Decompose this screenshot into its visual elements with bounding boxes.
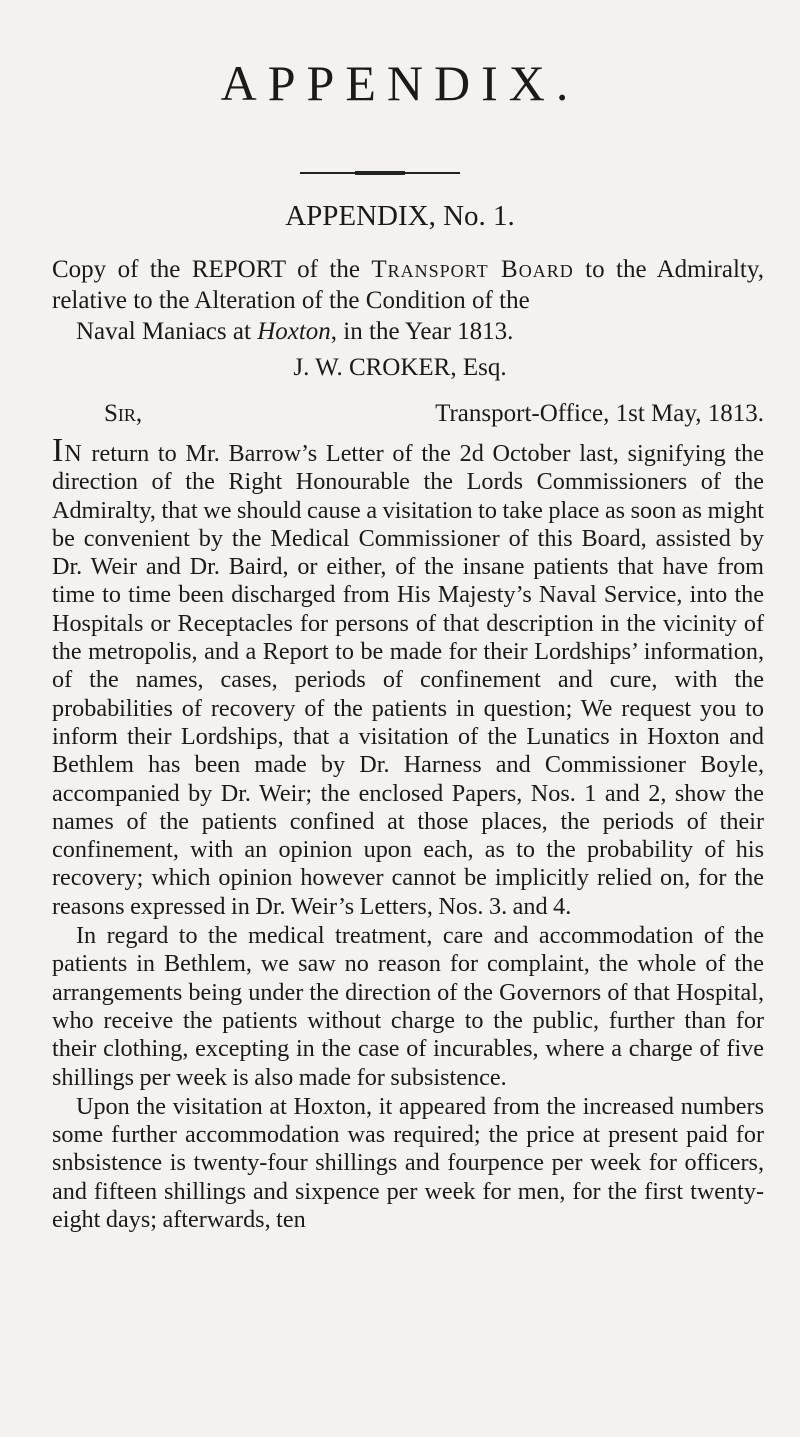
appendix-number-heading: APPENDIX, No. 1.: [285, 200, 515, 232]
report-title-part-a: Copy of the REPORT of the: [52, 256, 372, 283]
paragraph-1-initial: In: [52, 432, 83, 469]
report-title: [52, 254, 764, 347]
dateline: Transport-Office, 1st May, 1813.: [435, 400, 764, 427]
addressee: J. W. CROKER, Esq.: [293, 354, 507, 381]
salutation-row: [104, 400, 764, 428]
report-title-part-b: to the Admiralty, relative to the Alteration of the Condition of the: [52, 256, 764, 314]
transport-board-label: Transport Board: [371, 256, 574, 283]
ornamental-rule: [300, 172, 460, 174]
salutation: Sir,: [104, 400, 143, 427]
place-name: Hoxton: [257, 318, 331, 345]
paragraph-3: Upon the visitation at Hoxton, it appeared from the increased numbers some further accommodation was required; the price at present paid for snbsistence is twenty-four shillings and fourpence per week for officers, and fifteen shillings and sixpence per week for men, for the first twenty-eight days; afterwards, ten: [52, 1092, 764, 1234]
paragraph-1: [52, 432, 765, 921]
paragraph-1-text: return to Mr. Barrow’s Letter of the 2d October last, signifying the direction of the Right Honourable the Lords Commissioners of the Admiralty, that we should cause a visitation to take place as soon as might be convenient by the Medical Commissioner of this Board, assisted by Dr. Weir and Dr. Baird, or either, of the insane patients that have from time to time been discharged from His Majesty’s Naval Service, into the Hospitals or Receptacles for persons of that description in the vicinity of the metropolis, and a Report to be made for their Lordships’ information, of the names, cases, periods of confinement and cure, with the probabilities of recovery of the patients in question; We request you to inform their Lordships, that a visitation of the Lunatics in Hoxton and Bethlem has been made by Dr. Harness and Commissioner Boyle, accompanied by Dr. Weir; the enclosed Papers, Nos. 1 and 2, show the names of the patients confined at those places, the periods of their confinement, with an opinion upon each, as to the probability of his recovery; which opinion however cannot be implicitly relied on, for the reasons expressed in Dr. Weir’s Letters, Nos. 3. and 4.: [52, 440, 765, 920]
paragraph-2: In regard to the medical treatment, care and accommodation of the patients in Bethlem, we saw no reason for complaint, the whole of the arrangements being under the direction of the Governors of that Hospital, who receive the patients without charge to the public, further than for their clothing, excepting in the case of incurables, where a charge of five shillings per week is also made for subsistence.: [52, 922, 764, 1091]
letter-body: [52, 432, 765, 1234]
appendix-heading: APPENDIX.: [220, 55, 580, 111]
report-title-part-d: , in the Year 1813.: [330, 318, 514, 345]
report-title-part-c: Naval Maniacs at: [76, 318, 258, 345]
